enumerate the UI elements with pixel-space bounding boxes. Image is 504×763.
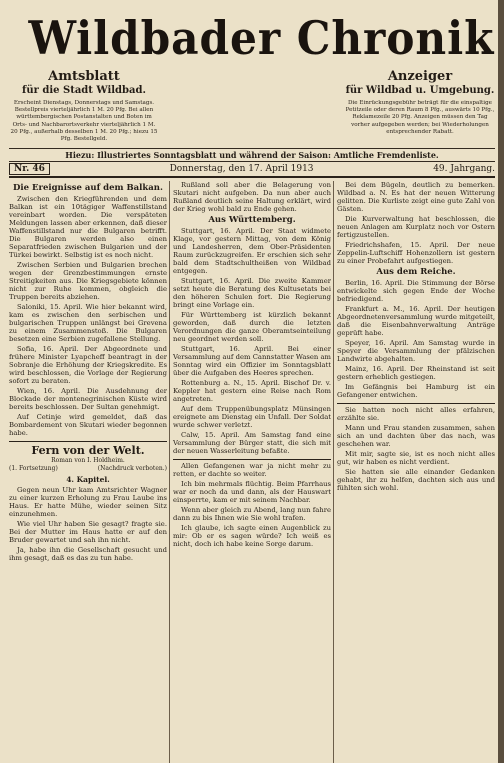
paragraph: Rottenburg a. N., 15. April. Bischof Dr. v. Keppler hat gestern eine Reise nach Rom angetreten. [173, 379, 331, 403]
paragraph: Berlin, 16. April. Die Stimmung der Börse entwickelte sich gegen Ende der Woche befriedigend. [337, 279, 495, 303]
right-small: Die Einrückungsgebühr beträgt für die einspaltige Petitzeile oder deren Raum 8 Pfg., auswärts 10 Pfg., Reklamezeile 20 Pfg. Anzeigen müssen den Tag vorher aufgegeben werden; bei Wiederholungen entsprechender Rabatt. [345, 100, 495, 135]
issue-number: Nr. 46 [9, 163, 50, 175]
left-title: Amtsblatt [48, 69, 120, 84]
right-sub: für Wildbad u. Umgebung. [345, 85, 495, 96]
info-bar [9, 162, 495, 178]
paragraph: Mit mir, sagte sie, ist es noch nicht alles gut, wir haben es nicht verdient. [337, 450, 495, 466]
paragraph: Bei dem Bügeln, deutlich zu bemerken. Wildbad a. N. Es hat der neuen Witterung gelitten. Die Kurliste zeigt eine gute Zahl von Gästen. [337, 181, 495, 213]
headline-reich: Aus dem Reiche. [376, 267, 456, 277]
subheader-left [9, 70, 159, 143]
paragraph: Speyer, 16. April. Am Samstag wurde in Speyer die Versammlung der pfälzischen Landwirte abgehalten. [337, 339, 495, 363]
paragraph: Saloniki, 15. April. Wie hier bekannt wird, kam es zwischen den serbischen und bulgarischen Truppen unlängst bei Grevena zu einem Zusammenstoß. Die Bulgaren besetzen eine Serbien zugefallene Stellung. [9, 303, 167, 343]
paragraph: Ich glaube, ich sagte einen Augenblick zu mir: Ob er es sagen würde? Ich weiß es nicht, doch ich habe keine Sorge darum. [173, 524, 331, 548]
paragraph: Stuttgart, 16. April. Der Staat widmete Klage, vor gestern Mittag, von dem König und Landesherren, dem Ober-Präsidenten Raum zurückzugreifen. Er erschien sich sehr bald dem Stadtschultheißen von Wildbad entgegen. [173, 227, 331, 275]
serial-continued-2 [337, 403, 495, 492]
headline-balkan: Die Ereignisse auf dem Balkan. [13, 183, 163, 193]
left-sub: für die Stadt Wildbad. [22, 85, 146, 96]
masthead [9, 6, 495, 70]
paragraph: Stuttgart, 16. April. Die zweite Kammer setzt heute die Beratung des Kultusetats bei den höheren Schulen fort. Die Regierung bringt eine Vorlage ein. [173, 277, 331, 309]
serial-author: Roman von I. Holdheim. [51, 457, 125, 464]
paragraph: Im Gefängnis bei Hamburg ist ein Gefangener entwichen. [337, 383, 495, 399]
paragraph: Sofia, 16. April. Der Abgeordnete und frühere Minister Lyapcheff beantragt in der Sobranje die Erhöhung der Kriegskredite. Es wird beschlossen, die Vorlage der Regierung sofort zu beraten. [9, 345, 167, 385]
paragraph: Für Württemberg ist kürzlich bekannt geworden, daß durch die letzten Verordnungen die ganze Oberamtseinteilung neu geordnet werden soll. [173, 311, 331, 343]
paragraph: Ja, habe ihn die Gesellschaft gesucht und ihm gesagt, daß es das zu tun habe. [9, 546, 167, 562]
paragraph: Wien, 16. April. Die Ausdehnung der Blockade der montenegrinischen Küste wird bereits beschlossen. Der Sultan genehmigt. [9, 387, 167, 411]
volume: 49. Jahrgang. [433, 164, 495, 174]
supplement-line: Hiezu: Illustriertes Sonntagsblatt und während der Saison: Amtliche Fremdenliste. [9, 148, 495, 162]
paragraph: Mainz, 16. April. Der Rheinstand ist seit gestern erheblich gestiegen. [337, 365, 495, 381]
paragraph: Friedrichshafen, 15. April. Der neue Zeppelin-Luftschiff Hohenzollern ist gestern zu einer Probefahrt aufgestiegen. [337, 241, 495, 265]
paragraph: Sie hatten noch nicht alles erfahren, erzählte sie. [337, 406, 495, 422]
serial-continuation: (1. Fortsetzung) [9, 465, 58, 472]
serial-novel [9, 441, 167, 562]
paragraph: Mann und Frau standen zusammen, sahen sich an und dachten über das nach, was geschehen war. [337, 424, 495, 448]
paragraph: Gegen neun Uhr kam Amtsrichter Wagner zu einer kurzen Erholung zu Frau Laube ins Haus. Er hatte Mühe, wieder seinen Sitz einzunehmen. [9, 486, 167, 518]
paragraph: Sie hatten sie alle einander Gedanken gehabt, ihr zu helfen, dachten sich aus und fühlten sich wohl. [337, 468, 495, 492]
right-title: Anzeiger [387, 69, 453, 84]
paragraph: Wenn aber gleich zu Abend, lang nun fahre dann zu bis Ihnen wie Sie wohl trafen. [173, 506, 331, 522]
issue-date: Donnerstag, den 17. April 1913 [169, 164, 314, 174]
column-2 [169, 181, 331, 763]
paragraph: Wie viel Uhr haben Sie gesagt? fragte sie. Bei der Mutter im Haus hatte er auf den Bruder gewartet und sah ihn nicht. [9, 520, 167, 544]
subheader [9, 70, 495, 144]
paragraph: Stuttgart, 16. April. Bei einer Versammlung auf dem Cannstatter Wasen am Sonntag wird ein Offizier im Sonntagsblatt über die Aufgaben des Heeres sprechen. [173, 345, 331, 377]
serial-note: (Nachdruck verboten.) [97, 465, 167, 472]
paragraph: Zwischen den Kriegführenden und dem Balkan ist ein 10tägiger Waffenstillstand vereinbart worden. Die verspäteten Meldungen lassen aber erkennen, daß dieser Waffenstillstand nur die Bulgaren betrifft. Die Bulgaren werden also einen Separatfrieden zwischen Bulgarien und der Türkei bewirkt. Selbstig ist es noch nicht. [9, 195, 167, 259]
serial-meta [9, 465, 167, 473]
paragraph: Ich bin mehrmals flüchtig. Beim Pfarrhaus war er noch da und dann, als der Hauswart einsperrte, kam er mit seinem Nachbar. [173, 480, 331, 504]
serial-continued [173, 459, 331, 548]
paragraph: Calw, 15. April. Am Samstag fand eine Versammlung der Bürger statt, die sich mit der neuen Wasserleitung befaßte. [173, 431, 331, 455]
left-small: Erscheint Dienstags, Donnerstags und Samstags. Bestellpreis vierteljährlich 1 M. 20 Pfg. Bei allen württembergischen Postanstalten und Boten im Orts- und Nachbarortsverkehr vierteljährlich 1 M. 20 Pfg., außerhalb desselben 1 M. 20 Pfg.; hiezu 15 Pfg. Bestellgeld. [10, 100, 158, 143]
headline-wuerttemberg: Aus Württemberg. [208, 215, 296, 225]
column-1 [9, 181, 167, 763]
paragraph: Rußland soll aber die Belagerung von Skutari nicht aufgeben. Da nun aber auch Rußland deutlich seine Haltung erklärt, wird der Krieg wohl bald zu Ende gehen. [173, 181, 331, 213]
serial-title: Fern von der Welt. [31, 444, 145, 457]
paragraph: Frankfurt a. M., 16. April. Der heutigen Abgeordnetenversammlung wurde mitgeteilt, daß die Eisenbahnverwaltung Anträge geprüft habe. [337, 305, 495, 337]
text-columns [9, 181, 495, 763]
paragraph: Die Kurverwaltung hat beschlossen, die neuen Anlagen am Kurplatz noch vor Ostern fertigzustellen. [337, 215, 495, 239]
paragraph: Allen Gefangenen war ja nicht mehr zu retten, er dachte so weiter. [173, 462, 331, 478]
paragraph: Auf Cetinje wird gemeldet, daß das Bombardement von Skutari wieder begonnen habe. [9, 413, 167, 437]
scan-edge [498, 0, 504, 763]
newspaper-title: Wildbader Chronik [28, 11, 495, 65]
column-3 [333, 181, 495, 763]
subheader-right [345, 70, 495, 136]
paragraph: Zwischen Serbien und Bulgarien brechen wegen der Grenzbestimmungen ernste Streitigkeiten aus. Die Kriegsgebiete können nicht zur Ruhe kommen, obgleich die Truppen bereits abziehen. [9, 261, 167, 301]
chapter-heading: 4. Kapitel. [66, 475, 110, 484]
paragraph: Auf dem Truppenübungsplatz Münsingen ereignete am Dienstag ein Unfall. Der Soldat wurde schwer verletzt. [173, 405, 331, 429]
